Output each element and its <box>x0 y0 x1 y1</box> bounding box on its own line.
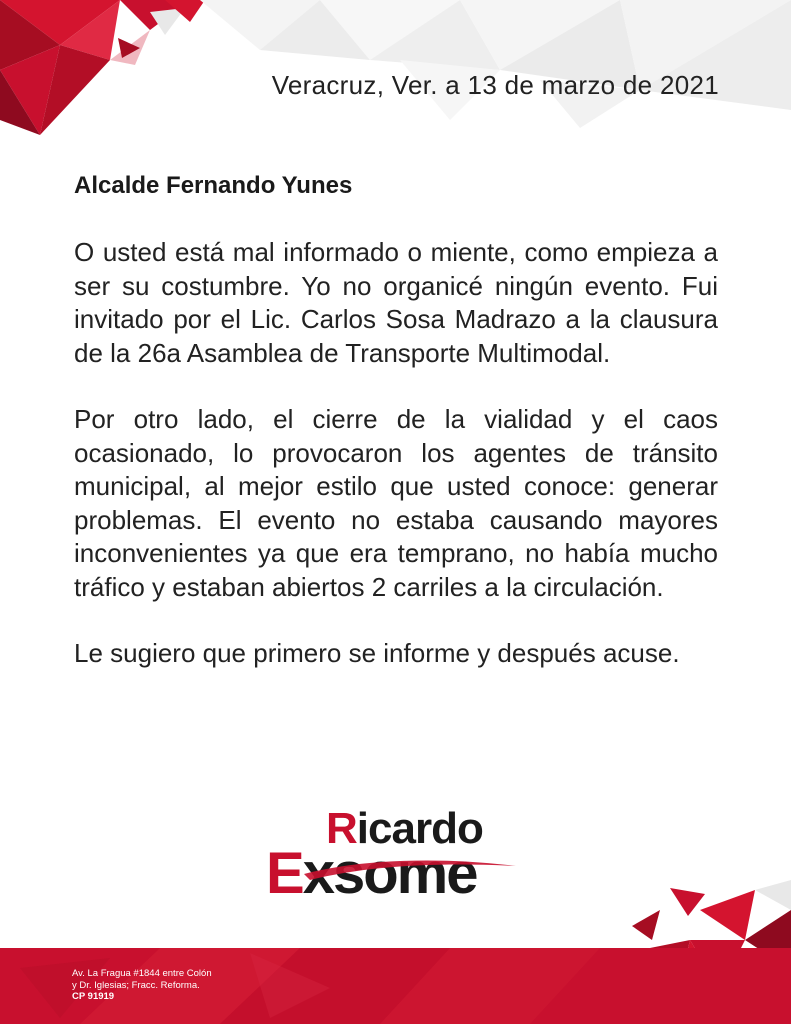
postal-code: CP 91919 <box>72 991 115 1002</box>
paragraph-2: Por otro lado, el cierre de la vialidad y el caos ocasionado, lo provocaron los agentes de tránsito municipal, al mejor estilo que usted conoce: generar problemas. El evento no estaba causando mayores inconvenientes ya que era temprano, no había mucho tráfico y estaban abiertos 2 carriles a la circulación. <box>74 404 718 602</box>
letter-body <box>74 236 718 704</box>
logo-first-name: Ricardo <box>326 804 483 853</box>
signature-logo <box>266 804 526 906</box>
address-line-2: y Dr. Iglesias; Fracc. Reforma. <box>72 979 200 991</box>
address-line-1: Av. La Fragua #1844 entre Colón <box>72 968 212 979</box>
recipient-heading: Alcalde Fernando Yunes <box>74 172 353 199</box>
footer-address <box>72 968 212 1003</box>
paragraph-3: Le sugiero que primero se informe y después acuse. <box>74 638 680 668</box>
logo-last-name: Exsome <box>266 841 477 906</box>
top-right-polygon-decoration <box>200 0 791 130</box>
logo-swoosh-icon <box>266 804 526 900</box>
paragraph-1: O usted está mal informado o miente, como empieza a ser su costumbre. Yo no organicé ningún evento. Fui invitado por el Lic. Carlos Sosa Madrazo a la clausura de la 26a Asamblea de Transporte Multimodal. <box>74 237 718 368</box>
date-line: Veracruz, Ver. a 13 de marzo de 2021 <box>271 70 719 100</box>
